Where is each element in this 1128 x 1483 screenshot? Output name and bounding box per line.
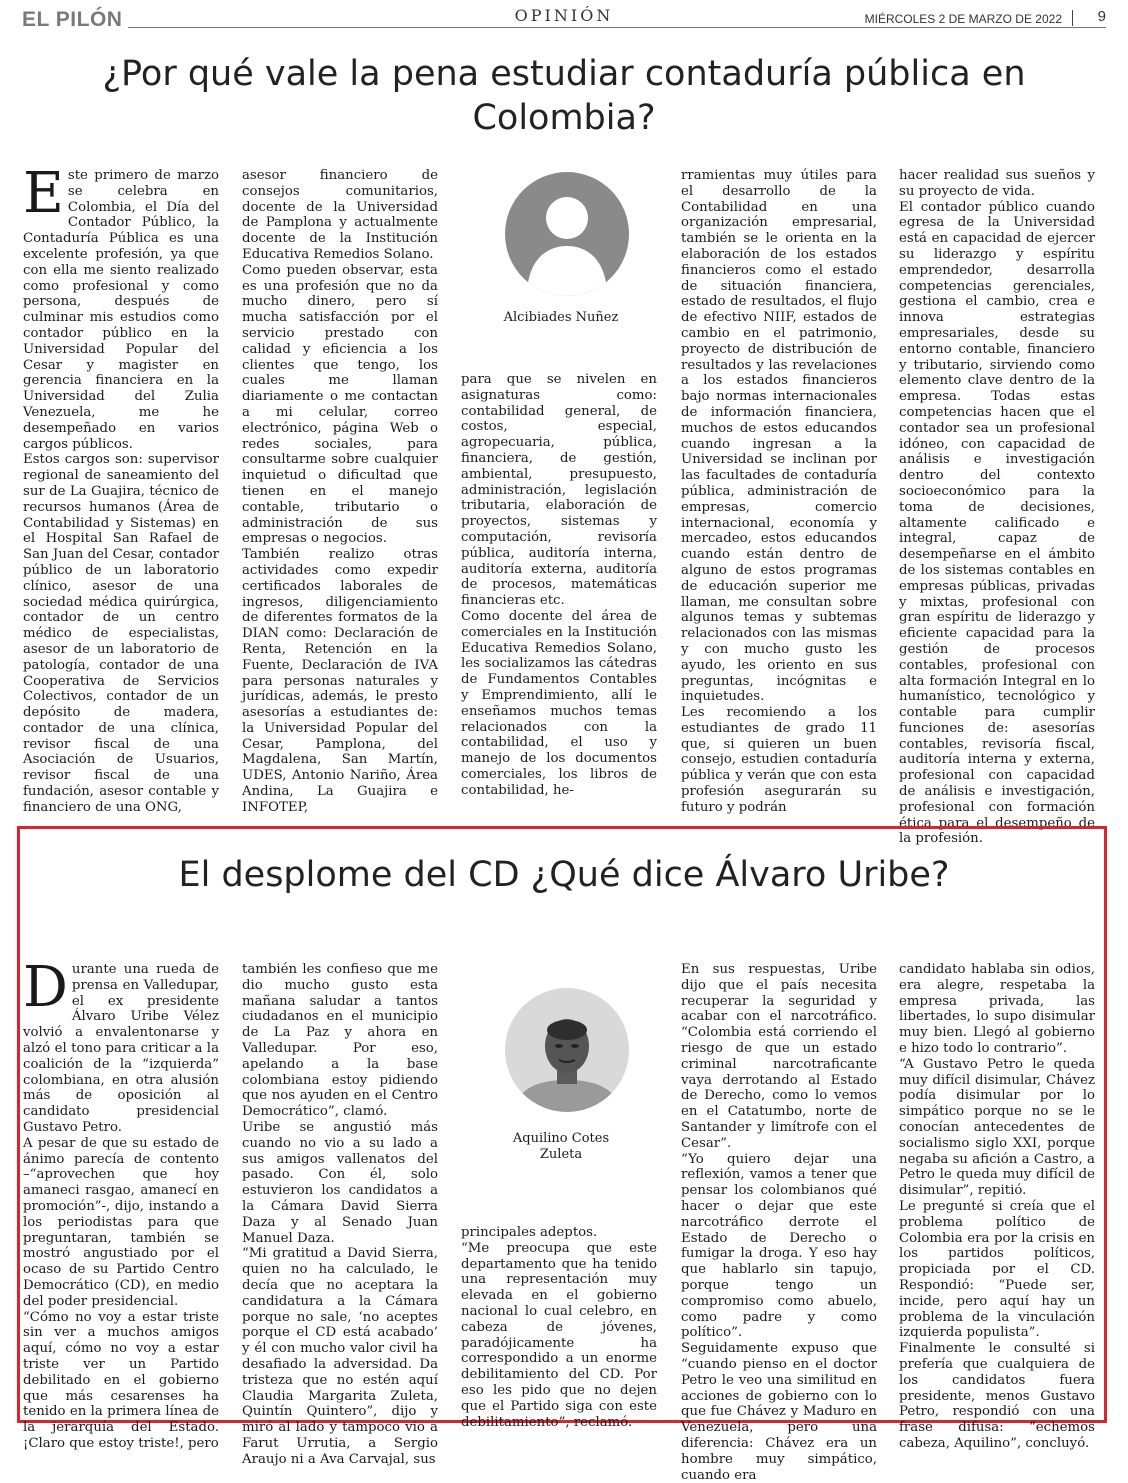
paragraph: hacer realidad sus sueños y su proyecto de vida. [899, 168, 1095, 199]
paragraph: Seguidamente expuso que “cuando pienso en el doctor Petro le veo una similitud en acciones de gobierno con lo que fue Chávez y Maduro en Venezuela, pero una diferencia: Chávez era un hombre muy simpático, cuando era [681, 1341, 877, 1483]
paragraph: asesor financiero de consejos comunitarios, docente de la Universidad de Pamplona y actualmente docente de la Institución Educativa Remedios Solano. [242, 168, 438, 262]
paragraph: Finalmente le consulté si prefería que cualquiera de los candidatos fuera presidente, menos Gustavo Petro, respondió con una frase difusa: “echemos cabeza, Aquilino”, concluyó. [899, 1341, 1095, 1451]
paragraph: Les recomiendo a los estudiantes de grado 11 que, si quieren un buen consejo, estudien contaduría pública y verán que con esta profesión asegurarán su futuro y podrán [681, 705, 877, 815]
article1-author: Alcibiades Nuñez [503, 310, 619, 325]
paragraph: “A Gustavo Petro le queda muy difícil disimular, Chávez podía disimular por lo simpático porque no se le conocían antecedentes de socialismo siglo XXI, porque negaba su afición a Castro, a Petro le queda muy difícil de disimular”, repitió. [899, 1056, 1095, 1199]
article1-column-5 [899, 168, 1095, 847]
article2-column-1 [23, 955, 219, 1452]
section-name: OPINIÓN [464, 6, 664, 25]
article2-column-3 [461, 1225, 657, 1430]
paragraph: “Yo quiero dejar una reflexión, vamos a tener que pensar los colombianos qué hacer o dejar que este narcotráfico derrote el Estado de Derecho o fumigar la droga. Y eso hay que hablarlo sin tapujo, porque tengo un compromiso como abuelo, como padre y como político”. [681, 1151, 877, 1341]
newspaper-logo: EL PILÓN [22, 8, 123, 31]
paragraph: principales adeptos. [461, 1225, 598, 1240]
article2-dropcap: D [23, 955, 68, 1020]
author-name-line: Zuleta [539, 1147, 583, 1162]
paragraph: El contador público cuando egresa de la Universidad está en capacidad de ejercer su liderazgo y espíritu emprendedor, desarrolla competencias gerenciales, gestiona el cambio, crea e innova estrategias empresariales, desde su entorno contable, financiero y tributario, sirviendo como elemento clave dentro de la empresa. Todas estas competencias hacen que el contador sea un profesional idóneo, con capacidad de análisis e investigación dentro del contexto socioeconómico para la toma de decisiones, altamente calificado e integral, capaz de desempeñarse en el ámbito de los sistemas contables en empresas públicas, privadas y mixtas, profesional con gran espíritu de liderazgo y eficiente capacidad para la gestión de procesos contables, profesional con alta formación Integral en lo humanístico, tecnológico y contable para cumplir funciones de: asesorías contables, revisoría fiscal, auditoría interna y externa, profesional con capacidad de análisis e investigación, profesional con formación ética para el desempeño de la profesión. [899, 199, 1095, 847]
paragraph: A pesar de que su estado de ánimo parecía de contento –“aprovechen que hoy amaneci rasgao, amanecí en promoción”-, dijo, instando a los periodistas para que preguntaran, también se mostró angustiado por el ocaso de su Partido Centro Democrático (CD), en medio del poder presidencial. [23, 1135, 219, 1309]
masthead [0, 0, 1128, 34]
article2-column-5 [899, 962, 1095, 1452]
paragraph: rramientas muy útiles para el desarrollo de la Contabilidad en una organización empresarial, también se le orienta en la elaboración de los estados financieros como el estado de situación financiera, estado de resultados, el flujo de efectivo NIIF, estados de cambio en el patrimonio, proyecto de distribución de resultados y las revelaciones a los estados financieros bajo normas internacionales de información financiera, muchos de estos educandos cuando ingresan a la Universidad se inclinan por las facultades de contaduría pública, administración de empresas, comercio internacional, economía y mercadeo, estos educandos cuando están dentro de alguno de estos programas de educación superior me llaman, me consultan sobre algunos temas y subtemas relacionados con las mismas y con mucho gusto les ayudo, les oriento en sus preguntas, incógnitas e inquietudes. [681, 168, 877, 705]
article2-headline: El desplome del CD ¿Qué dice Álvaro Uribe? [178, 855, 950, 895]
article2-column-2 [242, 962, 438, 1468]
paragraph: “Cómo no voy a estar triste sin ver a muchos amigos aquí, cómo no voy a estar triste ver un Partido debilitado en el gobierno que más cesarenses ha tenido en la primera línea de la jerarquía del Estado. ¡Claro que estoy triste!, pero [23, 1309, 219, 1451]
paragraph: para que se nivelen en asignaturas como: contabilidad general, de costos, especial, agropecuaria, pública, financiera, de gestión, ambiental, presupuesto, administración, legislación tributaria, elaboración de proyectos, sistemas y computación, revisoría pública, auditoría interna, auditoría externa, auditoría de procesos, matemáticas financieras etc. [461, 372, 657, 609]
article1-column-2 [242, 168, 438, 816]
paragraph: Como pueden observar, esta es una profesión que no da mucho dinero, pero sí mucha satisfacción por el servicio prestado con calidad y eficiencia a los clientes que tengo, los cuales me llaman diariamente o me contactan a mi celular, correo electrónico, página Web o redes sociales, para consultarme sobre cualquier inquietud o dificultad que tienen en el manejo contable, tributario o administración de sus empresas o negocios. [242, 262, 438, 547]
author-name-line: Aquilino Cotes [512, 1131, 610, 1146]
author-photo-placeholder [505, 172, 629, 296]
page-number: 9 [1097, 8, 1106, 25]
author-portrait-icon [505, 988, 629, 1112]
paragraph: Estos cargos son: supervisor regional de saneamiento del sur de La Guajira, técnico de recursos humanos (Área de Contabilidad y Sistemas) en el Hospital San Rafael de San Juan del Cesar, contador público de un laboratorio clínico, asesor de una sociedad médica quirúrgica, contador de un centro médico de especialistas, asesor de un laboratorio de patología, contador de una Cooperativa de Servicios Colectivos, contador de un depósito de madera, contador de una clínica, revisor fiscal de una Asociación de Usuarios, revisor fiscal de una fundación, asesor contable y financiero de una ONG, [23, 452, 219, 815]
person-silhouette-icon [505, 172, 629, 296]
paragraph: urante una rueda de prensa en Valledupar, el ex presidente Álvaro Uribe Vélez volvió a envalentonarse y alzó el tono para criticar a la coalición de la “izquierda” colombiana, en otra alusión más de oposición al candidato presidencial Gustavo Petro. [23, 962, 219, 1135]
paragraph: “Mi gratitud a David Sierra, quien no ha calculado, le decía que no aceptara la candidatura a la Cámara porque no sale, ‘no aceptes porque el CD está acabado’ y él con mucho valor civil ha desafiado la adversidad. Da tristeza que no estén aquí Claudia Margarita Zuleta, Quintín Quintero”, dijo y miró al lado y tampoco vio a Farut Urrutia, a Sergio Araujo ni a Ava Carvajal, sus [242, 1246, 438, 1467]
article1-column-4 [681, 168, 877, 816]
paragraph: En sus respuestas, Uribe dijo que el país necesita recuperar la seguridad y acabar con el narcotráfico. “Colombia está corriendo el riesgo de que un estado criminal narcotraficante vaya derrotando al Estado de Derecho, como lo vemos en el Catatumbo, norte de Santander y limítrofe con el Cesar”. [681, 962, 877, 1151]
paragraph: Le pregunté si creía que el problema político de Colombia era por la crisis en los partidos políticos, propiciada por el CD. Respondió: “Puede ser, incide, pero aquí hay un problema de la vinculación izquierda populista”. [899, 1198, 1095, 1341]
article1-column-3 [461, 372, 657, 799]
paragraph: candidato hablaba sin odios, era alegre, respetaba la empresa privada, las libertades, lo supo disimular muy bien. Llegó al gobierno e hizo todo lo contrario”. [899, 962, 1095, 1056]
author-photo [505, 988, 629, 1112]
article2-column-4 [681, 962, 877, 1483]
paragraph: ste primero de marzo se celebra en Colombia, el Día del Contador Público, la Contaduría Pública es una excelente profesión, ya que con ella me siento realizado como profesional y como persona, después de culminar mis estudios como contador público en la Universidad Popular del Cesar y magister en gerencia financiera en la Universidad del Zulia Venezuela, me he desempeñado en varios cargos públicos. [23, 168, 219, 452]
paragraph: también les confieso que me dio mucho gusto esta mañana saludar a tantos ciudadanos en el municipio de La Paz y ahora en Valledupar. Por eso, apelando a la base colombiana estoy pidiendo que nos ayuden en el Centro Democrático”, clamó. [242, 962, 438, 1120]
header-rule [128, 27, 1106, 28]
date-divider [1072, 10, 1073, 26]
article1-headline: ¿Por qué vale la pena estudiar contaduría pública en Colombia? [102, 54, 1026, 138]
article1-dropcap: E [23, 161, 64, 226]
article2-author [463, 1131, 659, 1163]
paragraph: Como docente del área de comerciales en la Institución Educativa Remedios Solano, les socializamos las cátedras de Fundamentos Contables y Emprendimiento, allí le enseñamos muchos temas relacionados con la contabilidad, el uso y manejo de los documentos comerciales, los libros de contabilidad, he- [461, 608, 657, 798]
issue-date: MIÉRCOLES 2 DE MARZO DE 2022 [861, 12, 1062, 26]
paragraph: Uribe se angustió más cuando no vio a su lado a sus amigos vallenatos del pasado. Con él, solo estuvieron los candidatos a la Cámara David Sierra Daza y al Senado Juan Manuel Daza. [242, 1119, 438, 1246]
article1-column-1 [23, 161, 219, 816]
paragraph: “Me preocupa que este departamento que ha tenido una representación muy elevada en el gobierno nacional lo cual celebro, en cabeza de jóvenes, paradójicamente ha correspondido a un enorme debilitamiento del CD. Por eso les pido que no dejen que el Partido siga con este debilitamiento”, reclamó. [461, 1240, 657, 1430]
paragraph: También realizo otras actividades como expedir certificados laborales de ingresos, diligenciamiento de diferentes formatos de la DIAN como: Declaración de Renta, Retención en la Fuente, Declaración de IVA para personas naturales y jurídicas, además, le presto asesorías a estudiantes de: la Universidad Popular del Cesar, Pamplona, del Magdalena, San Martín, UDES, Antonio Nariño, Área Andina, La Guajira e INFOTEP, [242, 547, 438, 815]
